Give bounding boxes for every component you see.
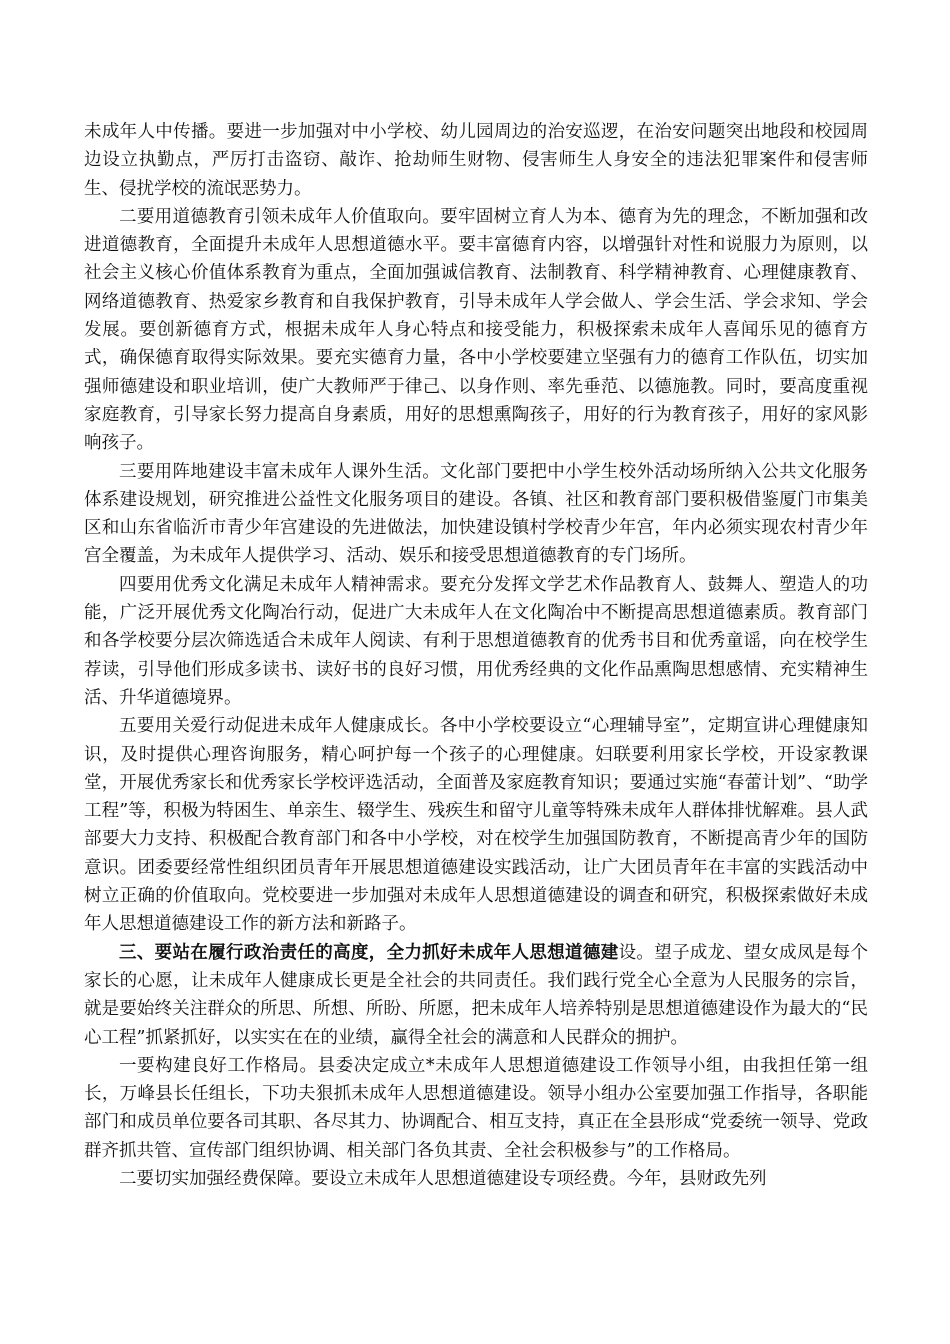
- document-body: [84, 118, 868, 1193]
- section-heading: 三、要站在履行政治责任的高度，全力抓好未成年人思想道德建: [119, 942, 619, 963]
- paragraph-8: 二要切实加强经费保障。要设立未成年人思想道德建设专项经费。今年，县财政先列: [119, 1168, 767, 1189]
- paragraph-5: 五要用关爱行动促进未成年人健康成长。各中小学校要设立“心理辅导室”，定期宣讲心理健康知识，及时提供心理咨询服务，精心呵护每一个孩子的心理健康。妇联要利用家长学校，开设家教课堂，开展优秀家长和优秀家长学校评选活动，全面普及家庭教育知识；要通过实施“春蕾计划”、“助学工程”等，积极为特困生、单亲生、辍学生、残疾生和留守儿童等特殊未成年人群体排忧解难。县人武部要大力支持、积极配合教育部门和各中小学校，对在校学生加强国防教育，不断提高青少年的国防意识。团委要经常性组织团员青年开展思想道德建设实践活动，让广大团员青年在丰富的实践活动中树立正确的价值取向。党校要进一步加强对未成年人思想道德建设的调查和研究，积极探索做好未成年人思想道德建设工作的新方法和新路子。: [84, 716, 868, 935]
- paragraph-4: 四要用优秀文化满足未成年人精神需求。要充分发挥文学艺术作品教育人、鼓舞人、塑造人的功能，广泛开展优秀文化陶冶行动，促进广大未成年人在文化陶冶中不断提高思想道德素质。教育部门和各学校要分层次筛选适合未成年人阅读、有利于思想道德教育的优秀书目和优秀童谣，向在校学生荐读，引导他们形成多读书、读好书的良好习惯，用优秀经典的文化作品熏陶思想感情、充实精神生活、升华道德境界。: [84, 574, 868, 708]
- paragraph-1: 未成年人中传播。要进一步加强对中小学校、幼儿园周边的治安巡逻，在治安问题突出地段和校园周边设立执勤点，严厉打击盗窃、敲诈、抢劫师生财物、侵害师生人身安全的违法犯罪案件和侵害师生、侵扰学校的流氓恶势力。: [84, 122, 868, 199]
- paragraph-2: 二要用道德教育引领未成年人价值取向。要牢固树立育人为本、德育为先的理念，不断加强和改进道德教育，全面提升未成年人思想道德水平。要丰富德育内容，以增强针对性和说服力为原则，以社会主义核心价值体系教育为重点，全面加强诚信教育、法制教育、科学精神教育、心理健康教育、网络道德教育、热爱家乡教育和自我保护教育，引导未成年人学会做人、学会生活、学会求知、学会发展。要创新德育方式，根据未成年人身心特点和接受能力，积极探索未成年人喜闻乐见的德育方式，确保德育取得实际效果。要充实德育力量，各中小学校要建立坚强有力的德育工作队伍，切实加强师德建设和职业培训，使广大教师严于律己、以身作则、率先垂范、以德施教。同时，要高度重视家庭教育，引导家长努力提高自身素质，用好的思想熏陶孩子，用好的行为教育孩子，用好的家风影响孩子。: [84, 206, 868, 454]
- paragraph-3: 三要用阵地建设丰富未成年人课外生活。文化部门要把中小学生校外活动场所纳入公共文化服务体系建设规划，研究推进公益性文化服务项目的建设。各镇、社区和教育部门要积极借鉴厦门市集美区和山东省临沂市青少年宫建设的先进做法，加快建设镇村学校青少年宫，年内必须实现农村青少年宫全覆盖，为未成年人提供学习、活动、娱乐和接受思想道德教育的专门场所。: [84, 461, 868, 567]
- paragraph-7: 一要构建良好工作格局。县委决定成立*未成年人思想道德建设工作领导小组，由我担任第一组长，万峰县长任组长，下功夫狠抓未成年人思想道德建设。领导小组办公室要加强工作指导，各职能部门和成员单位要各司其职、各尽其力、协调配合、相互支持，真正在全县形成“党委统一领导、党政群齐抓共管、宣传部门组织协调、相关部门各负其责、全社会积极参与”的工作格局。: [84, 1055, 868, 1161]
- paragraph-6-text: 设。望子成龙、望女成凤是每个家长的心愿，让未成年人健康成长更是全社会的共同责任。我们践行党全心全意为人民服务的宗旨，就是要始终关注群众的所思、所想、所盼、所愿，把未成年人培养特别是思想道德建设作为最大的“民心工程”抓紧抓好，以实实在在的业绩，赢得全社会的满意和人民群众的拥护。: [84, 942, 869, 1048]
- paragraph-6: [84, 939, 868, 1052]
